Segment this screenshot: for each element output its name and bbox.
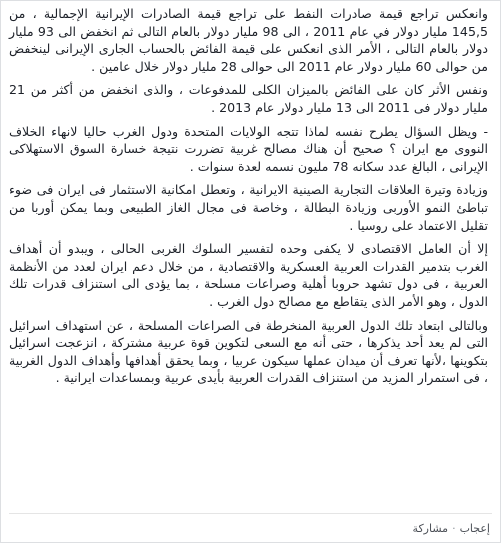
post-actions <box>1 514 500 542</box>
like-link[interactable]: إعجاب <box>459 521 490 535</box>
post-paragraph: ونفس الأثر كان على الفائض بالميزان الكلى للمدفوعات ، والذى انخفض من أكثر من 21 مليار دولار فى 2011 الى 13 مليار دولار عام 2013 . <box>9 82 488 115</box>
post-paragraph: - ويظل السؤال يطرح نفسه لماذا تتجه الولايات المتحدة ودول الغرب حاليا لانهاء الخلاف النووى مع ايران ؟ صحيح أن هناك مصالح غربية تضررت نتيجة خسارة السوق الاستهلاكى الإيرانى ، البالغ عدد سكانه 78 مليون نسمه لعدة سنوات . <box>9 123 488 174</box>
separator-dot: · <box>452 521 456 535</box>
post-paragraph: وانعكس تراجع قيمة صادرات النفط على تراجع قيمة الصادرات الإيرانية الإجمالية ، من 145,5 مليار دولار في عام 2011 ، الى 98 مليار دولار بالعام التالى ثم انخفض الى 93 مليار دولار بالعام التالى ، الأمر الذى انعكس على قيمة الفائض بالحساب الجارى الإيرانى لينخفض من حوالى 60 مليار دولار عام 2011 الى حوالى 28 مليار دولار خلال عامين . <box>9 6 488 74</box>
post-paragraph: إلا أن العامل الاقتصادى لا يكفى وحده لتفسير السلوك الغربى الحالى ، ويبدو أن أهداف الغرب بتدمير القدرات العربية العسكرية والاقتصادية ، من خلال دعم ايران لعدد من الأنظمة العربية ، فى دول تشهد حروبا أهلية وصراعات مسلحة ، بما يؤدى الى استنزاف قدرات تلك الدول ، وهو الأمر الذى يتقاطع مع مصالح دول الغرب . <box>9 241 488 309</box>
post-paragraph: وبالتالى ابتعاد تلك الدول العربية المنخرطة فى الصراعات المسلحة ، عن استهداف اسرائيل التى لم يعد أحد يذكرها ، حتى أنه مع السعى لتكوين قوة عربية مشتركة ، انزعجت اسرائيل بتكوينها ،لأنها تعرف أن ميدان عملها سيكون عربيا ، وبما يحقق أهدافها وأهداف الدول الغربية ، فى استمرار المزيد من استنزاف القدرات العربية بأيدى عربية وبمساعدات ايرانية . <box>9 317 488 386</box>
post-paragraph: وزيادة وتيرة العلاقات التجارية الصينية الايرانية ، وتعطل امكانية الاستثمار فى ايران فى ضوء تباطئ النمو الأوربى وزيادة البطالة ، وخاصة فى مجال الغاز الطبيعى وبما يمكن أوربا من تقليل الاعتماد على روسيا . <box>9 182 488 233</box>
post-body <box>9 5 488 392</box>
share-link[interactable]: مشاركة <box>412 521 449 535</box>
